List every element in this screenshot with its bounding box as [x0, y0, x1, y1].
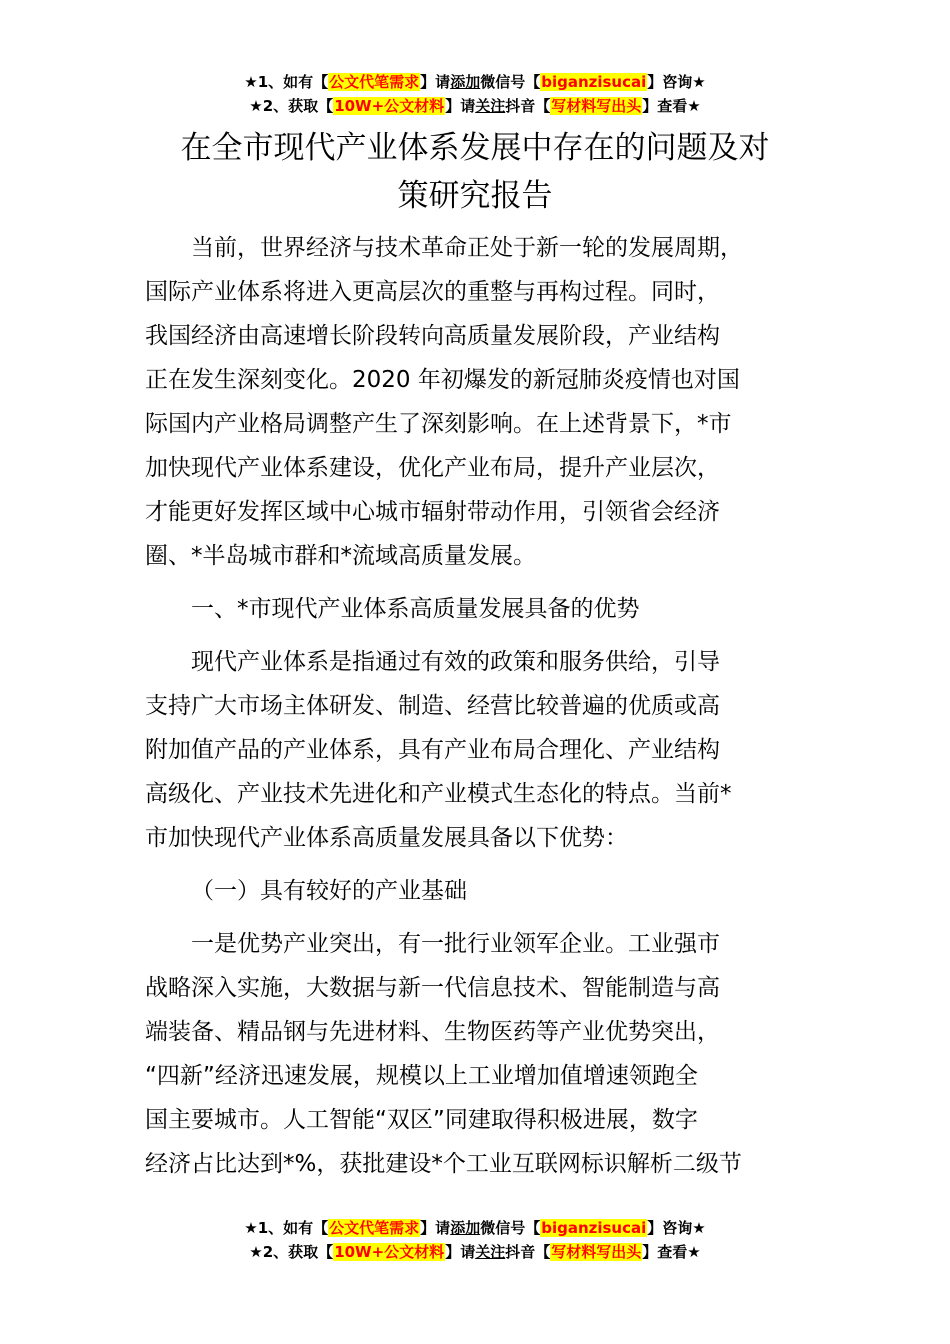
text-line: 际国内产业格局调整产生了深刻影响。在上述背景下，*市 [145, 411, 732, 437]
text-line: 一、*市现代产业体系高质量发展具备的优势 [191, 596, 640, 622]
promo-wechat-id: biganzisucai [541, 1219, 647, 1237]
promo-line-1: ★1、如有【公文代笔需求】请添加微信号【biganzisucai】咨询★ [244, 1219, 706, 1237]
promo-line-1: ★1、如有【公文代笔需求】请添加微信号【biganzisucai】咨询★ [244, 73, 706, 91]
body-paragraph [145, 640, 845, 860]
promo-highlight: 公文代笔需求 [329, 73, 420, 91]
text-line: 现代产业体系是指通过有效的政策和服务供给，引导 [191, 649, 720, 675]
document-body [145, 226, 845, 1195]
promo-underline: 添加 [450, 73, 481, 91]
text-line: 才能更好发挥区域中心城市辐射带动作用，引领省会经济 [145, 499, 720, 525]
text-line: 市加快现代产业体系高质量发展具备以下优势： [145, 825, 628, 851]
promo-banner-bottom [0, 1216, 950, 1264]
promo-highlight: 公文代笔需求 [329, 1219, 420, 1237]
promo-underline: 关注 [475, 1243, 506, 1261]
section-heading [145, 587, 845, 631]
document-title [60, 124, 890, 220]
promo-underline: 添加 [450, 1219, 481, 1237]
body-paragraph [145, 922, 845, 1186]
text-line: 高级化、产业技术先进化和产业模式生态化的特点。当前* [145, 781, 732, 807]
text-line: （一）具有较好的产业基础 [191, 878, 467, 904]
text-line: 圈、*半岛城市群和*流域高质量发展。 [145, 543, 536, 569]
promo-douyin-id: 写材料写出头 [551, 97, 642, 115]
text-line: 战略深入实施，大数据与新一代信息技术、智能制造与高 [145, 975, 720, 1001]
text-line: 经济占比达到*%，获批建设*个工业互联网标识解析二级节 [145, 1151, 742, 1177]
promo-line-2: ★2、获取【10W+公文材料】请关注抖音【写材料写出头】查看★ [249, 97, 701, 115]
text-line: 当前，世界经济与技术革命正处于新一轮的发展周期， [191, 235, 743, 261]
promo-wechat-id: biganzisucai [541, 73, 647, 91]
text-line: “四新”经济迅速发展，规模以上工业增加值增速领跑全 [145, 1063, 698, 1089]
promo-douyin-id: 写材料写出头 [551, 1243, 642, 1261]
promo-highlight: 10W+公文材料 [334, 97, 445, 115]
text-line: 国主要城市。人工智能“双区”同建取得积极进展，数字 [145, 1107, 698, 1133]
text-line: 正在发生深刻变化。2020 年初爆发的新冠肺炎疫情也对国 [145, 367, 740, 393]
promo-underline: 关注 [475, 97, 506, 115]
text-line: 端装备、精品钢与先进材料、生物医药等产业优势突出， [145, 1019, 720, 1045]
promo-line-2: ★2、获取【10W+公文材料】请关注抖音【写材料写出头】查看★ [249, 1243, 701, 1261]
text-line: 加快现代产业体系建设，优化产业布局，提升产业层次， [145, 455, 720, 481]
title-line: 在全市现代产业体系发展中存在的问题及对 [180, 130, 770, 166]
subsection-heading [145, 869, 845, 913]
text-line: 附加值产品的产业体系，具有产业布局合理化、产业结构 [145, 737, 720, 763]
body-paragraph [145, 226, 845, 578]
title-line: 策研究报告 [397, 178, 553, 214]
promo-highlight: 10W+公文材料 [334, 1243, 445, 1261]
text-line: 我国经济由高速增长阶段转向高质量发展阶段，产业结构 [145, 323, 720, 349]
text-line: 一是优势产业突出，有一批行业领军企业。工业强市 [191, 931, 720, 957]
promo-banner-top [0, 70, 950, 118]
text-line: 国际产业体系将进入更高层次的重整与再构过程。同时， [145, 279, 720, 305]
text-line: 支持广大市场主体研发、制造、经营比较普遍的优质或高 [145, 693, 720, 719]
